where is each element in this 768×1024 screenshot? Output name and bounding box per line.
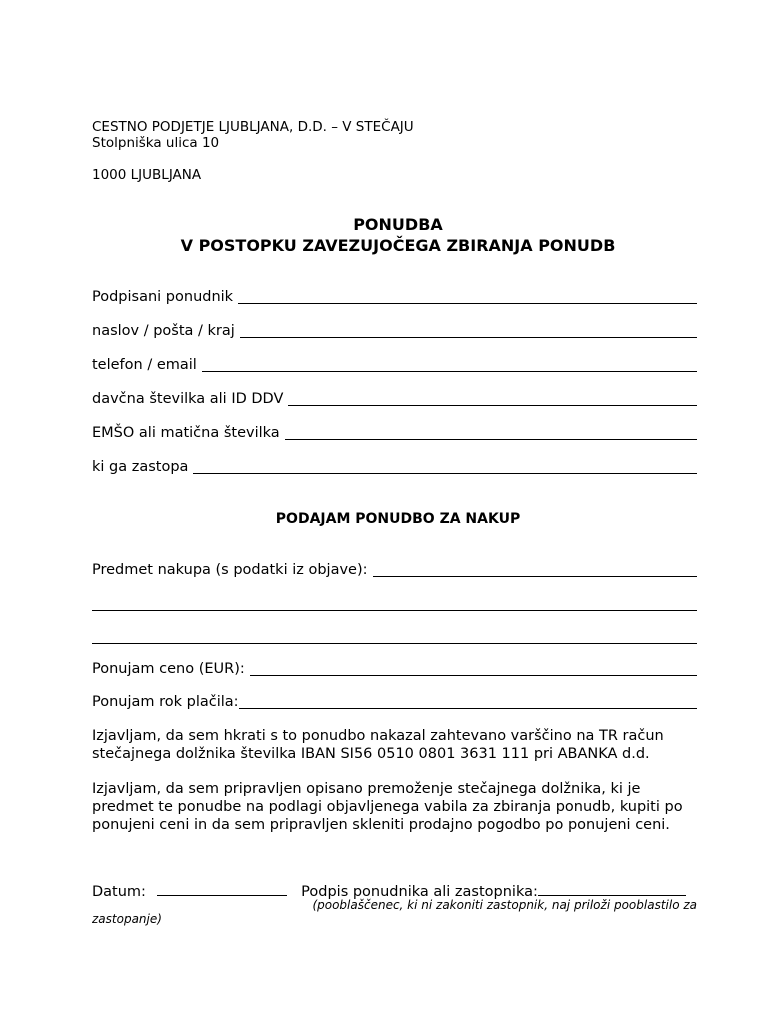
bidder-label: Podpisani ponudnik (92, 289, 234, 305)
addressee-street: Stolpniška ulica 10 (92, 135, 220, 151)
subject-field[interactable] (92, 561, 697, 579)
representative-blank-line[interactable] (193, 459, 697, 474)
contact-label: telefon / email (92, 357, 197, 373)
subject-extra-line-1[interactable] (92, 610, 697, 611)
signature-blank-line[interactable] (538, 881, 686, 896)
payment-term-field[interactable] (92, 693, 697, 711)
price-blank-line[interactable] (250, 661, 697, 676)
tax-id-label: davčna številka ali ID DDV (92, 391, 284, 407)
price-field[interactable] (92, 660, 697, 678)
proxy-note-line-1: (pooblaščenec, ki ni zakoniti zastopnik, naj priloži pooblastilo za (312, 898, 697, 912)
bidder-field[interactable] (92, 288, 697, 306)
subject-label: Predmet nakupa (s podatki iz objave): (92, 562, 368, 578)
contact-field[interactable] (92, 356, 697, 374)
subject-blank-line[interactable] (373, 562, 698, 577)
emso-label: EMŠO ali matična številka (92, 425, 280, 441)
tax-id-field[interactable] (92, 390, 697, 408)
representative-label: ki ga zastopa (92, 459, 189, 475)
bidder-blank-line[interactable] (238, 289, 697, 304)
document-title: PONUDBA (353, 215, 443, 234)
proxy-note-line-2: zastopanje) (92, 912, 162, 926)
addressee-company: CESTNO PODJETJE LJUBLJANA, D.D. – V STEČAJU (92, 119, 414, 135)
emso-field[interactable] (92, 424, 697, 442)
price-label: Ponujam ceno (EUR): (92, 661, 245, 677)
contact-blank-line[interactable] (202, 357, 697, 372)
address-blank-line[interactable] (240, 323, 697, 338)
signature-label: Podpis ponudnika ali zastopnika: (301, 884, 538, 900)
payment-term-label: Ponujam rok plačila: (92, 694, 239, 710)
emso-blank-line[interactable] (285, 425, 697, 440)
section-heading: PODAJAM PONUDBO ZA NAKUP (275, 511, 521, 527)
date-blank-line[interactable] (157, 881, 287, 896)
tax-id-blank-line[interactable] (288, 391, 697, 406)
payment-term-blank-line[interactable] (239, 694, 697, 709)
addressee-city: 1000 LJUBLJANA (92, 167, 202, 183)
document-subtitle: V POSTOPKU ZAVEZUJOČEGA ZBIRANJA PONUDB (180, 236, 616, 255)
deposit-statement: Izjavljam, da sem hkrati s to ponudbo nakazal zahtevano varščino na TR račun stečajnega dolžnika številka IBAN SI56 0510 0801 3631 111 pri ABANKA d.d. (92, 728, 664, 762)
subject-extra-line-2[interactable] (92, 643, 697, 644)
address-label: naslov / pošta / kraj (92, 323, 235, 339)
address-field[interactable] (92, 322, 697, 340)
purchase-statement: Izjavljam, da sem pripravljen opisano premoženje stečajnega dolžnika, ki je predmet te ponudbe na podlagi objavljenega vabila za zbiranja ponudb, kupiti po ponujeni ceni in da sem pripravljen skleniti prodajno pogodbo po ponujeni ceni. (92, 781, 683, 833)
date-label: Datum: (92, 884, 146, 900)
representative-field[interactable] (92, 458, 697, 476)
